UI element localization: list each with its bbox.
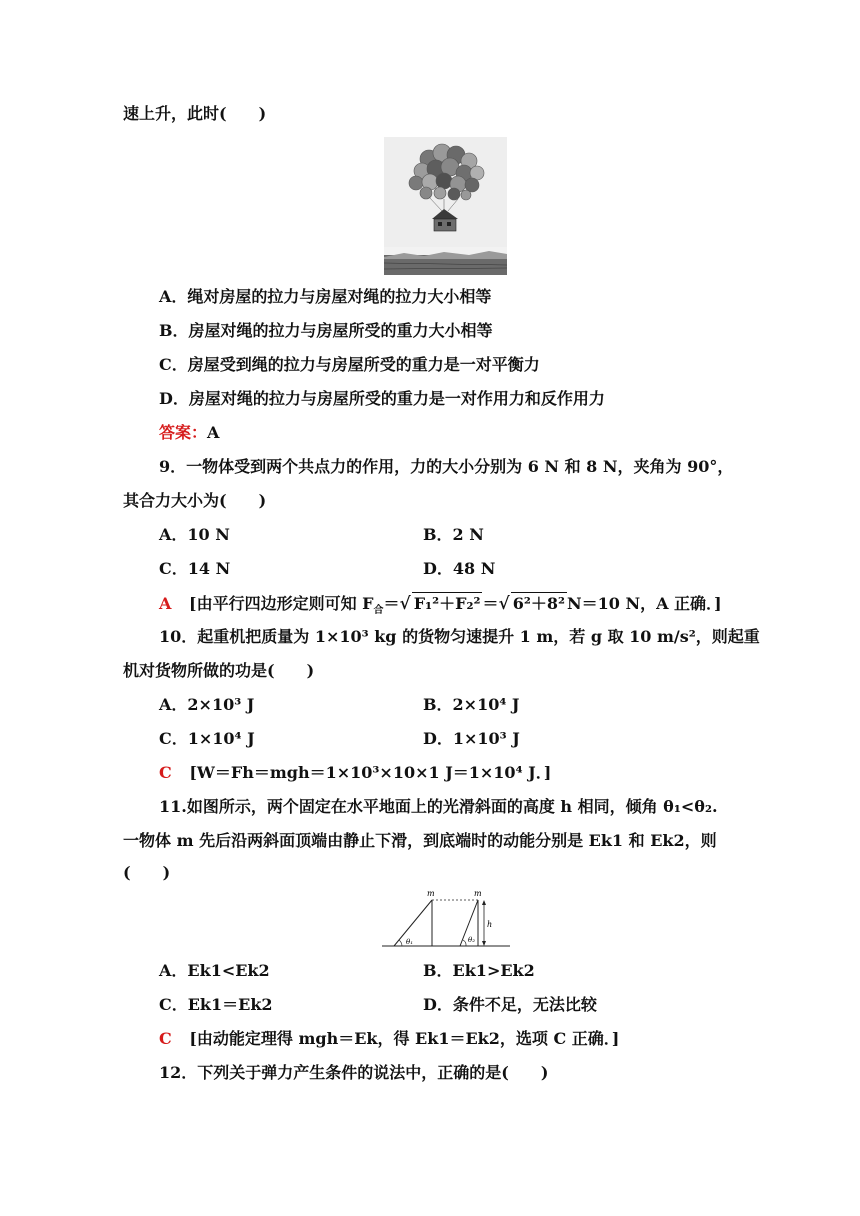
- q8-option-b: B．房屋对绳的拉力与房屋所受的重力大小相等: [159, 321, 493, 340]
- q8-answer-value: A: [207, 423, 220, 442]
- sqrt-icon: √: [399, 594, 411, 614]
- height-label: h: [487, 920, 493, 929]
- q10-option-d: D．1×10³ J: [423, 729, 520, 748]
- q9-option-b: B．2 N: [423, 525, 484, 544]
- q12-stem: 12．下列关于弹力产生条件的说法中，正确的是( ): [159, 1063, 549, 1082]
- q9-expl-sub: 合: [373, 605, 384, 617]
- q11-stem-line3: ( ): [123, 863, 171, 882]
- q10-answer-letter: C: [159, 763, 172, 782]
- q9-explanation: [159, 592, 722, 615]
- q9-stem-line1: 9．一物体受到两个共点力的作用，力的大小分别为 6 N 和 8 N，夹角为 90°，: [159, 457, 734, 476]
- q10-stem-line2: 机对货物所做的功是( ): [123, 661, 315, 680]
- inclined-planes-diagram: [380, 886, 512, 950]
- q9-radicand2: 6²＋8²: [512, 594, 565, 613]
- q10-option-a: A．2×10³ J: [159, 695, 255, 714]
- q11-explanation: [159, 1028, 619, 1050]
- q9-expl-eq1: ＝: [383, 594, 400, 613]
- q8-answer-label: 答案：: [159, 423, 208, 442]
- q11-answer-letter: C: [159, 1029, 172, 1048]
- q11-option-d: D．条件不足，无法比较: [423, 995, 597, 1014]
- q9-expl-eq2: ＝: [482, 594, 499, 613]
- q8-answer: [159, 422, 219, 444]
- theta2-label: θ₂: [468, 936, 476, 944]
- q9-option-d: D．48 N: [423, 559, 496, 578]
- q9-expl-post: N＝10 N，A 正确．]: [566, 594, 722, 613]
- balloon-house-photo: [384, 137, 507, 275]
- sqrt-icon: √: [498, 594, 510, 614]
- q10-option-c: C．1×10⁴ J: [159, 729, 255, 748]
- q11-expl-text: [由动能定理得 mgh＝Ek，得 Ek1＝Ek2，选项 C 正确．]: [189, 1029, 620, 1048]
- q9-option-c: C．14 N: [159, 559, 231, 578]
- q11-stem-line2: 一物体 m 先后沿两斜面顶端由静止下滑，到底端时的动能分别是 Ek1 和 Ek2，则: [123, 831, 717, 850]
- q9-answer-letter: A: [159, 594, 172, 613]
- q8-stem-tail: 速上升，此时( ): [123, 104, 267, 123]
- q9-radicand1: F₁²＋F₂²: [413, 594, 481, 613]
- q11-option-a: A．Ek1<Ek2: [159, 961, 270, 980]
- mass-label-1: m: [427, 889, 435, 898]
- q8-option-c: C．房屋受到绳的拉力与房屋所受的重力是一对平衡力: [159, 355, 540, 374]
- q11-option-b: B．Ek1>Ek2: [423, 961, 535, 980]
- q10-explanation: [159, 762, 551, 784]
- theta1-label: θ₁: [406, 938, 414, 946]
- q9-stem-line2: 其合力大小为( ): [123, 491, 267, 510]
- q11-stem-line1: 11.如图所示，两个固定在水平地面上的光滑斜面的高度 h 相同，倾角 θ₁<θ₂.: [159, 797, 718, 816]
- q9-expl-pre: [由平行四边形定则可知 F: [189, 594, 374, 613]
- q8-option-a: A．绳对房屋的拉力与房屋对绳的拉力大小相等: [159, 287, 492, 306]
- q8-option-d: D．房屋对绳的拉力与房屋所受的重力是一对作用力和反作用力: [159, 389, 605, 408]
- q9-option-a: A．10 N: [159, 525, 230, 544]
- q10-stem-line1: 10．起重机把质量为 1×10³ kg 的货物匀速提升 1 m，若 g 取 10 m/s²，则起重: [159, 627, 760, 646]
- q11-option-c: C．Ek1＝Ek2: [159, 995, 273, 1014]
- mass-label-2: m: [474, 889, 482, 898]
- q10-option-b: B．2×10⁴ J: [423, 695, 520, 714]
- q10-expl-text: [W＝Fh＝mgh＝1×10³×10×1 J＝1×10⁴ J．]: [189, 763, 552, 782]
